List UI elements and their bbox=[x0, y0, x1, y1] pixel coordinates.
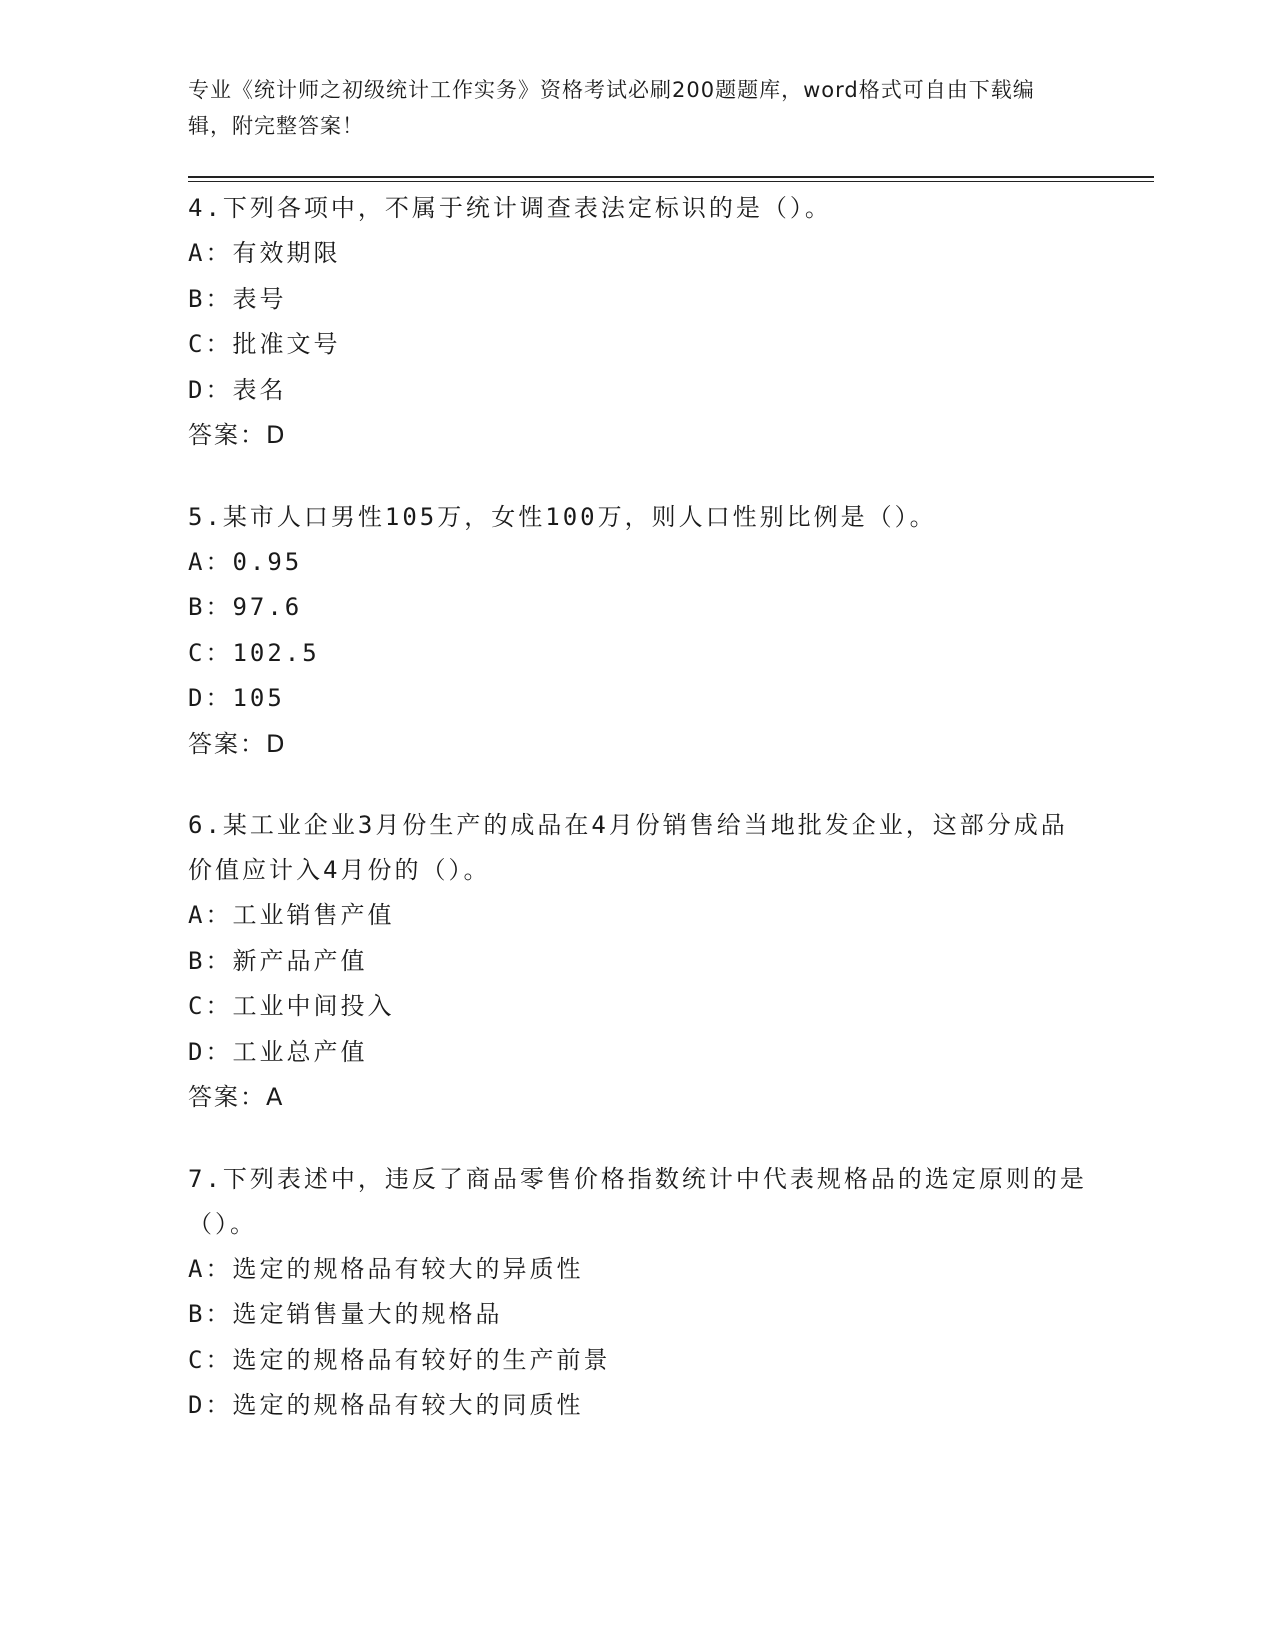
option-d: D：选定的规格品有较大的同质性 bbox=[188, 1391, 584, 1419]
question-7 bbox=[188, 1157, 1088, 1429]
question-stem: 5.某市人口男性105万，女性100万，则人口性别比例是（）。 bbox=[188, 502, 937, 531]
question-stem: 4.下列各项中，不属于统计调查表法定标识的是（）。 bbox=[188, 194, 832, 222]
question-stem: 7.下列表述中，违反了商品零售价格指数统计中代表规格品的选定原则的是（）。 bbox=[188, 1164, 1087, 1238]
answer: 答案：D bbox=[188, 729, 287, 758]
option-b: B：选定销售量大的规格品 bbox=[188, 1300, 503, 1328]
option-c: C：工业中间投入 bbox=[188, 992, 395, 1020]
header-divider bbox=[188, 176, 1154, 178]
question-6 bbox=[188, 803, 1088, 1121]
answer: 答案：D bbox=[188, 421, 287, 449]
document-header: 专业《统计师之初级统计工作实务》资格考试必刷200题题库，word格式可自由下载编辑，附完整答案！ bbox=[188, 78, 1035, 138]
question-stem: 6.某工业企业3月份生产的成品在4月份销售给当地批发企业，这部分成品价值应计入4月份的（）。 bbox=[188, 811, 1068, 884]
option-a: A：有效期限 bbox=[188, 239, 341, 267]
question-list bbox=[188, 186, 1088, 1465]
option-a: A：选定的规格品有较大的异质性 bbox=[188, 1254, 584, 1283]
option-b: B：新产品产值 bbox=[188, 946, 368, 975]
answer: 答案：A bbox=[188, 1083, 285, 1111]
option-c: C：102.5 bbox=[188, 638, 320, 667]
header-divider-thin bbox=[188, 181, 1154, 182]
option-d: D：工业总产值 bbox=[188, 1037, 368, 1066]
option-d: D：105 bbox=[188, 684, 285, 712]
option-b: B：表号 bbox=[188, 284, 287, 313]
option-d: D：表名 bbox=[188, 375, 287, 404]
option-c: C：选定的规格品有较好的生产前景 bbox=[188, 1345, 611, 1374]
option-a: A：0.95 bbox=[188, 547, 303, 576]
option-c: C：批准文号 bbox=[188, 330, 341, 358]
question-5 bbox=[188, 495, 1088, 768]
option-a: A：工业销售产值 bbox=[188, 901, 395, 929]
question-4 bbox=[188, 186, 1088, 459]
option-b: B：97.6 bbox=[188, 593, 303, 621]
